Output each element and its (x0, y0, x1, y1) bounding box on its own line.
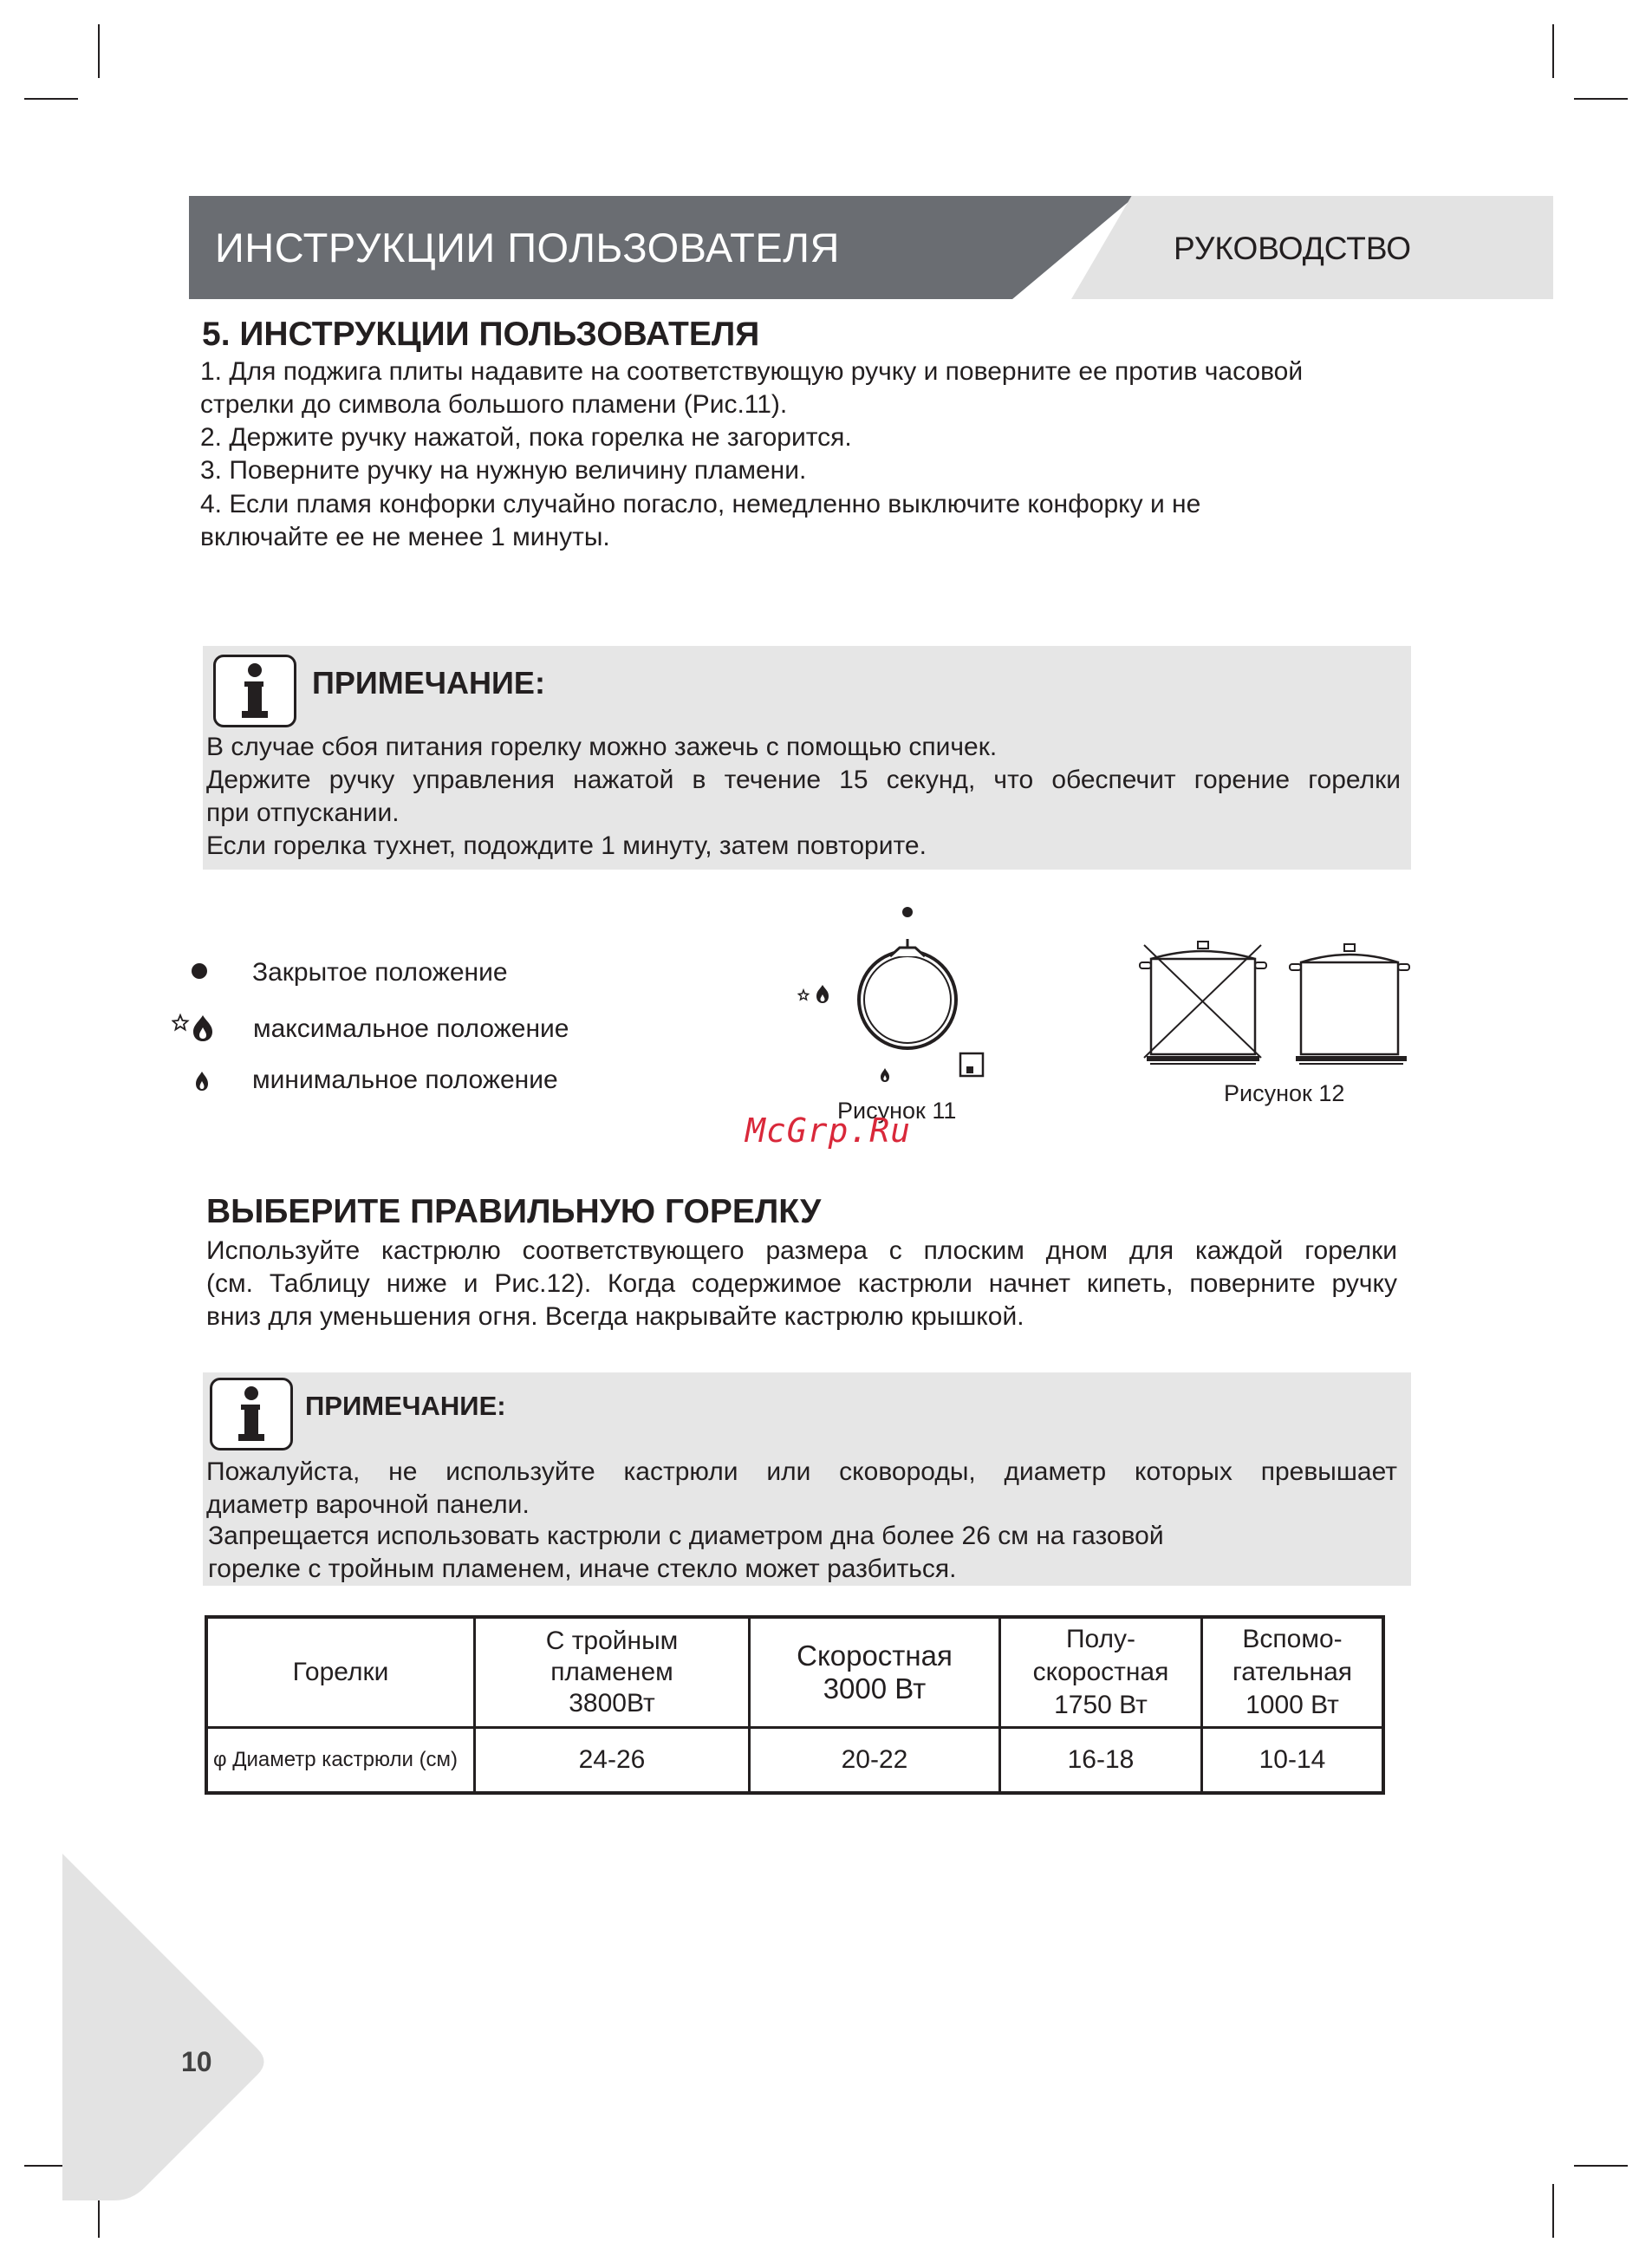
crop-mark (1552, 24, 1554, 78)
table-row (206, 1727, 1383, 1793)
note-text: Запрещается использовать кастрюли с диаметром дна более 26 см на газовой (208, 1522, 1164, 1550)
table-header-label: 3000 Вт (823, 1672, 927, 1705)
table-header-row (206, 1617, 1383, 1727)
diameter-value: 20-22 (841, 1744, 908, 1774)
table-header-label: гательная (1232, 1657, 1353, 1686)
table-header-label: Горелки (292, 1657, 389, 1686)
page-corner-tab (62, 1854, 270, 2200)
table-cell (750, 1727, 1000, 1793)
info-icon (210, 1378, 293, 1450)
max-flame-icon (172, 1013, 218, 1042)
pots-figure (1131, 936, 1426, 1075)
instruction-line: 3. Поверните ручку на нужную величину пламени. (200, 456, 807, 485)
note-title: ПРИМЕЧАНИЕ: (312, 665, 545, 701)
section-title: 5. ИНСТРУКЦИИ ПОЛЬЗОВАТЕЛЯ (202, 316, 760, 353)
note-text: Пожалуйста, не используйте кастрюли или сковороды, диаметр которых превышает (206, 1457, 1397, 1486)
note-text: Если горелка тухнет, подождите 1 минуту, затем повторите. (206, 831, 927, 860)
table-header-label: 1750 Вт (1054, 1690, 1148, 1719)
legend-max-label: максимальное положение (253, 1014, 569, 1043)
note-text: В случае сбоя питания горелку можно зажечь с помощью спичек. (206, 733, 998, 761)
body-text: вниз для уменьшения огня. Всегда накрывайте кастрюлю крышкой. (206, 1302, 1024, 1331)
legend-min-label: минимальное положение (252, 1066, 558, 1094)
body-text: Используйте кастрюлю соответствующего размера с плоским дном для каждой горелки (206, 1236, 1397, 1265)
row-label: φ Диаметр кастрюли (см) (213, 1747, 459, 1771)
table-cell (1202, 1727, 1384, 1793)
table-header-label: пламенем (550, 1657, 673, 1686)
burner-table (205, 1615, 1385, 1795)
table-cell (1000, 1727, 1202, 1793)
table-header-label: скоростная (1032, 1657, 1169, 1686)
header-title: ИНСТРУКЦИИ ПОЛЬЗОВАТЕЛЯ (215, 225, 840, 271)
table-header-label: 1000 Вт (1246, 1690, 1339, 1719)
crop-mark (1574, 98, 1628, 100)
info-icon (213, 655, 296, 727)
page-number: 10 (181, 2046, 212, 2077)
table-header-label: 3800Вт (569, 1688, 655, 1718)
note-title: ПРИМЕЧАНИЕ: (305, 1391, 506, 1421)
table-cell (206, 1727, 475, 1793)
instruction-line: включайте ее не менее 1 минуты. (200, 523, 610, 551)
diameter-value: 24-26 (578, 1744, 646, 1774)
table-header-label: Вспомо- (1242, 1624, 1343, 1653)
note-text: при отпускании. (206, 799, 400, 827)
knob-figure (789, 897, 997, 1097)
watermark-text: McGrp.Ru (745, 1111, 912, 1150)
table-cell (750, 1617, 1000, 1727)
table-header-label: Скоростная (797, 1639, 953, 1672)
body-text: (см. Таблицу ниже и Рис.12). Когда содержимое кастрюли начнет кипеть, поверните ручку (206, 1269, 1397, 1298)
min-flame-icon (193, 1071, 211, 1092)
table-cell (206, 1617, 475, 1727)
instruction-line: 4. Если пламя конфорки случайно погасло, немедленно выключите конфорку и не (200, 490, 1201, 518)
crop-mark (1574, 2165, 1628, 2167)
section-title: ВЫБЕРИТЕ ПРАВИЛЬНУЮ ГОРЕЛКУ (206, 1193, 822, 1230)
crop-mark (1552, 2184, 1554, 2238)
table-cell (1202, 1617, 1384, 1727)
diameter-value: 10-14 (1259, 1744, 1326, 1774)
crop-mark (24, 98, 78, 100)
note-text: Держите ручку управления нажатой в течение 15 секунд, что обеспечит горение горелки (206, 766, 1401, 794)
header-section-label: РУКОВОДСТВО (1174, 231, 1412, 266)
crop-mark (98, 24, 100, 78)
note-text: горелке с тройным пламенем, иначе стекло может разбиться. (208, 1555, 957, 1583)
figure-12-caption: Рисунок 12 (1224, 1080, 1345, 1106)
table-cell (475, 1727, 750, 1793)
instruction-line: стрелки до символа большого пламени (Рис.11). (200, 390, 788, 419)
instruction-line: 2. Держите ручку нажатой, пока горелка не загорится. (200, 423, 852, 452)
instruction-line: 1. Для поджига плиты надавите на соответствующую ручку и поверните ее против часовой (200, 357, 1304, 386)
figure-11-caption: Рисунок 11 (837, 1098, 957, 1124)
table-cell (475, 1617, 750, 1727)
legend-closed-label: Закрытое положение (252, 958, 508, 987)
diameter-value: 16-18 (1067, 1744, 1135, 1774)
note-text: диаметр варочной панели. (206, 1490, 530, 1519)
table-header-label: Полу- (1065, 1624, 1136, 1653)
table-cell (1000, 1617, 1202, 1727)
table-header-label: С тройным (545, 1626, 679, 1655)
closed-position-icon (189, 961, 210, 981)
